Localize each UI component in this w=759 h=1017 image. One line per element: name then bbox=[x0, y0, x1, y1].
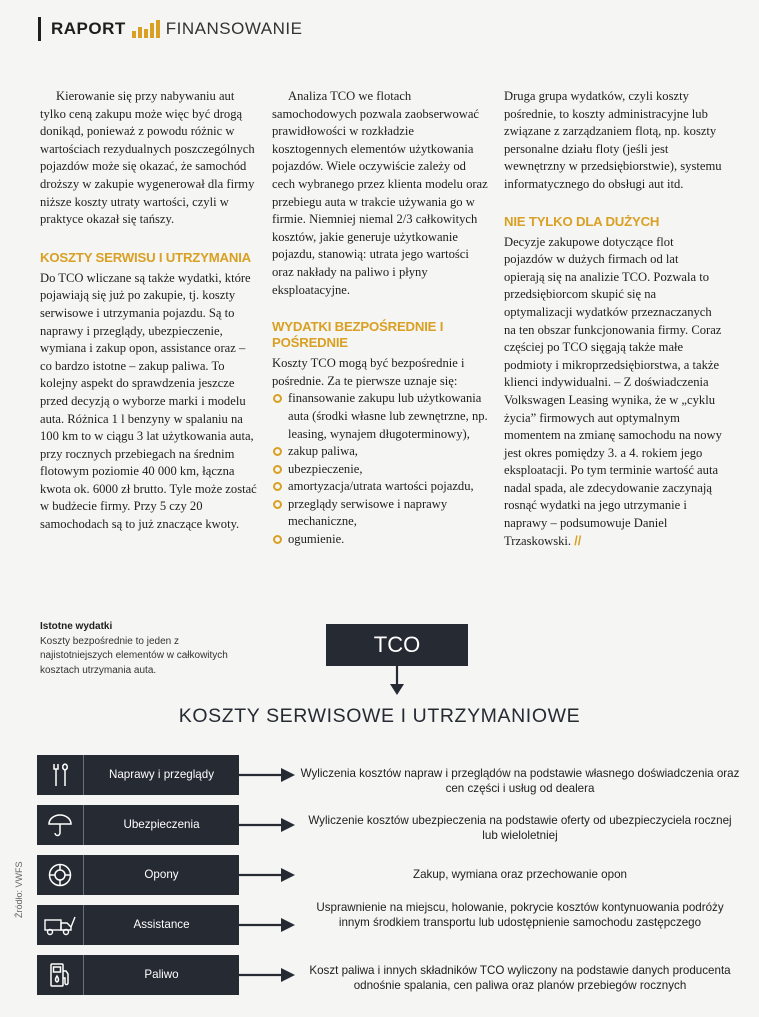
list-item: ubezpieczenie, bbox=[272, 461, 490, 479]
fuel-pump-icon bbox=[37, 955, 84, 995]
row-label: Assistance bbox=[133, 918, 190, 931]
section-title: FINANSOWANIE bbox=[165, 19, 303, 38]
paragraph: Druga grupa wydatków, czyli koszty pośrednie, to koszty administracyjne lub związane z zarządzaniem flotą, np. koszty personalne działu floty (jeśli jest wewnętrzny w przedsiębiorstwie), systemu informatycznego do obsługi aut itd. bbox=[504, 89, 722, 191]
bullet-list bbox=[272, 390, 490, 548]
row-description: Wyliczenie kosztów ubezpieczenia na podstawie oferty od ubezpieczyciela rocznej lub wieloletniej bbox=[308, 814, 732, 842]
figure-caption bbox=[40, 620, 230, 678]
row-label: Ubezpieczenia bbox=[123, 818, 200, 831]
magazine-logo: RAPORT bbox=[51, 19, 126, 38]
right-arrow-icon bbox=[239, 918, 295, 932]
cost-row-tires bbox=[37, 855, 239, 895]
right-arrow-icon bbox=[239, 818, 295, 832]
tire-icon bbox=[37, 855, 84, 895]
caption-text: Koszty bezpośrednie to jeden z najistotniejszych elementów w całkowitych kosztach utrzymania auta. bbox=[40, 635, 228, 676]
subheading: WYDATKI BEZPOŚREDNIE I POŚREDNIE bbox=[272, 319, 444, 351]
article-column-2 bbox=[272, 88, 490, 549]
article-column-1 bbox=[40, 88, 258, 534]
right-arrow-icon bbox=[239, 868, 295, 882]
row-description: Usprawnienie na miejscu, holowanie, pokrycie kosztów kontynuowania podróży innym środkiem transportu lub udostępnienie samochodu zastępczego bbox=[316, 901, 724, 929]
chart-logo-icon bbox=[132, 20, 160, 38]
list-item: przeglądy serwisowe i naprawy mechaniczne, bbox=[272, 496, 490, 531]
right-arrow-icon bbox=[239, 968, 295, 982]
down-arrow-icon bbox=[389, 666, 405, 696]
article-column-3 bbox=[504, 88, 722, 550]
header-bar bbox=[38, 17, 41, 41]
list-item: amortyzacja/utrata wartości pojazdu, bbox=[272, 478, 490, 496]
source-note: Źródło: VWFS bbox=[14, 861, 24, 918]
paragraph: Analiza TCO we flotach samochodowych pozwala zaobserwować prawidłowości w rozkładzie kosztogennych elementów użytkowania pojazdów. Wiele oczywiście zależy od cech wybranego przez klienta modelu oraz przebiegu auta w trakcie używania go w firmie. Niemniej niemal 2/3 całkowitych kosztów, jakie generuje użytkowanie pojazdu, stanowią: utrata jego wartości oraz nakłady na paliwo i płyny eksploatacyjne. bbox=[272, 89, 488, 297]
row-label: Naprawy i przeglądy bbox=[108, 768, 215, 781]
paragraph: Koszty TCO mogą być bezpośrednie i pośrednie. Za te pierwsze uznaje się: bbox=[272, 356, 465, 388]
cost-row-assistance bbox=[37, 905, 239, 945]
umbrella-icon bbox=[37, 805, 84, 845]
diagram-title: KOSZTY SERWISOWE I UTRZYMANIOWE bbox=[178, 705, 581, 727]
wrench-icon bbox=[37, 755, 84, 795]
row-description: Wyliczenia kosztów napraw i przeglądów na podstawie własnego doświadczenia oraz cen części i usług od dealera bbox=[300, 767, 740, 795]
page-header bbox=[38, 16, 302, 42]
subheading: KOSZTY SERWISU I UTRZYMANIA bbox=[40, 249, 251, 265]
subheading: NIE TYLKO DLA DUŻYCH bbox=[504, 213, 660, 229]
cost-row-fuel bbox=[37, 955, 239, 995]
right-arrow-icon bbox=[239, 768, 295, 782]
paragraph-text: Decyzje zakupowe dotyczące flot pojazdów w dużych firmach od lat opierają się na analizie TCO. Pozwala to przedsiębiorcom skupić się na optymalizacji wydatków przeznaczanych na ten obszar funkcjonowania firmy. Coraz częściej po TCO sięgają także małe podmioty i mikroprzedsiębiorstwa, a także klienci indywidualni. – Z doświadczenia Volkswagen Leasing wynika, że w „cyklu życia” firmowych aut optymalnym momentem na zmianę samochodu na nowy jest okres pomiędzy 3. a 4. rokiem jego eksploatacji. Po tym terminie wartość auta nadal spada, ale zdecydowanie zaczynają rosnąć wydatki na jego utrzymanie i naprawy – podsumowuje Daniel Trzaskowski. bbox=[504, 234, 722, 548]
row-label: Opony bbox=[144, 868, 179, 881]
end-mark: // bbox=[574, 533, 582, 548]
tco-box: TCO bbox=[326, 624, 468, 666]
row-description: Koszt paliwa i innych składników TCO wyliczony na podstawie danych producenta odnośnie spalania, cen paliwa oraz planów przebiegów rocznych bbox=[309, 964, 731, 992]
caption-title: Istotne wydatki bbox=[40, 621, 113, 632]
cost-row-repairs bbox=[37, 755, 239, 795]
paragraph: Kierowanie się przy nabywaniu aut tylko ceną zakupu może więc być drogą donikąd, ponieważ z powodu różnic w wartościach rezydualnych poszczególnych pojazdów może się okazać, że samochód droższy w zakupie wygenerował dla firmy niższe koszty utraty wartości, czyli w praktyce okazał się tańszy. bbox=[40, 89, 255, 227]
cost-row-insurance bbox=[37, 805, 239, 845]
row-description: Zakup, wymiana oraz przechowanie opon bbox=[413, 868, 627, 881]
paragraph bbox=[504, 234, 722, 551]
list-item: finansowanie zakupu lub użytkowania auta (środki własne lub zewnętrzne, np. leasing, wynajem długoterminowy), bbox=[272, 390, 490, 443]
row-label: Paliwo bbox=[144, 968, 179, 981]
paragraph: Do TCO wliczane są także wydatki, które pojawiają się już po zakupie, tj. koszty serwisowe i utrzymania pojazdu. Są to naprawy i przeglądy, ubezpieczenie, wymiana i zakup opon, assistance oraz – co bardzo istotne – zakup paliwa. To kolejny aspekt do sprawdzenia jeszcze przed decyzją o wyborze marki i modelu auta. Różnica 1 l benzyny w spalaniu na 100 km to w ciągu 3 lat użytkowania auta, przy rocznych przebiegach na średnim flotowym poziomie 40 000 km, łączna kwota ok. 6000 zł brutto. Tyle może zostać w budżecie firmy. Przy 5 czy 20 samochodach są to już znaczące kwoty. bbox=[40, 270, 257, 532]
list-item: ogumienie. bbox=[272, 531, 490, 549]
tow-truck-icon bbox=[37, 905, 84, 945]
list-item: zakup paliwa, bbox=[272, 443, 490, 461]
